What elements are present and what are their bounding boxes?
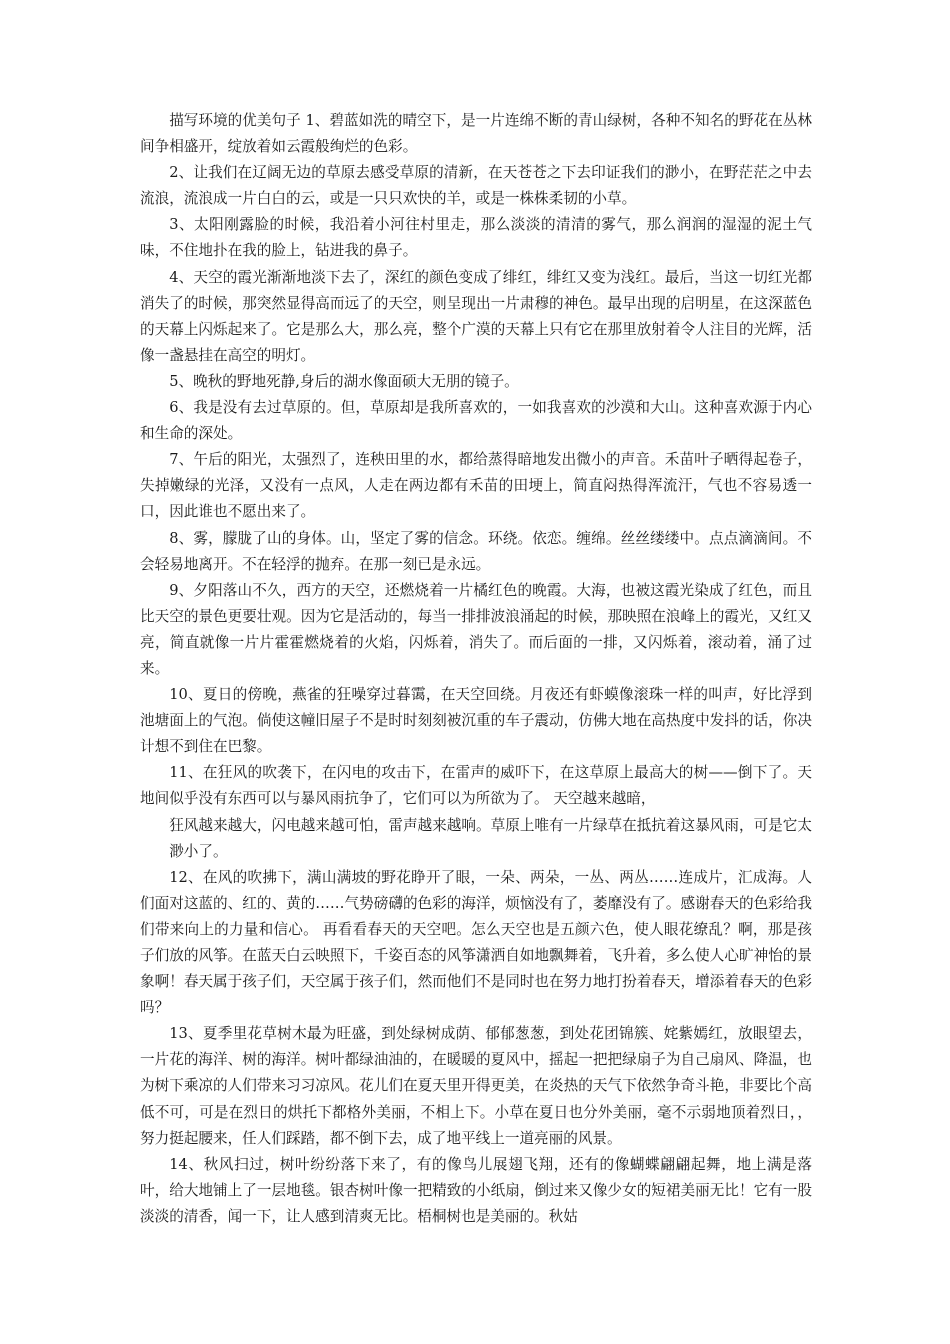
paragraph-3: 3、太阳刚露脸的时候，我沿着小河往村里走，那么淡淡的清清的雾气，那么润润的湿湿的泥土气味，不住地扑在我的脸上，钻进我的鼻子。 <box>140 216 812 260</box>
paragraph-14: 14、秋风扫过，树叶纷纷落下来了，有的像鸟儿展翅飞翔，还有的像蝴蝶翩翩起舞，地上满是落叶，给大地铺上了一层地毯。银杏树叶像一把精致的小纸扇，倒过来又像少女的短裙美丽无比！它有一股淡淡的清香，闻一下，让人感到清爽无比。梧桐树也是美丽的。秋姑 <box>140 1155 812 1225</box>
paragraph-4: 4、天空的霞光渐渐地淡下去了，深红的颜色变成了绯红，绯红又变为浅红。最后，当这一切红光都消失了的时候，那突然显得高而远了的天空，则呈现出一片肃穆的神色。最早出现的启明星，在这深蓝色的天幕上闪烁起来了。它是那么大，那么亮，整个广漠的天幕上只有它在那里放射着令人注目的光辉，活像一盏悬挂在高空的明灯。 <box>140 268 812 364</box>
paragraph-13: 13、夏季里花草树木最为旺盛，到处绿树成荫、郁郁葱葱，到处花团锦簇、姹紫嫣红，放眼望去，一片花的海洋、树的海洋。树叶都绿油油的，在暖暖的夏风中，摇起一把把绿扇子为自己扇风、降温，也为树下乘凉的人们带来习习凉风。花儿们在夏天里开得更美，在炎热的天气下依然争奇斗艳，非要比个高低不可，可是在烈日的烘托下都格外美丽，不相上下。小草在夏日也分外美丽，毫不示弱地顶着烈日，，努力挺起腰来，任人们踩踏，都不倒下去，成了地平线上一道亮丽的风景。 <box>140 1025 812 1147</box>
paragraph-7: 7、午后的阳光，太强烈了，连秧田里的水，都给蒸得暗地发出微小的声音。禾苗叶子晒得起卷子，失掉嫩绿的光泽，又没有一点风，人走在两边都有禾苗的田埂上，简直闷热得浑流汗，气也不容易透一口，因此谁也不愿出来了。 <box>140 451 812 521</box>
document-body <box>140 108 812 1230</box>
paragraph-8: 8、雾，朦胧了山的身体。山，坚定了雾的信念。环绕。依恋。缠绵。丝丝缕缕中。点点滴滴间。不会轻易地离开。不在轻浮的抛弃。在那一刻已是永远。 <box>140 529 812 573</box>
paragraph-5: 5、晚秋的野地死静,身后的湖水像面硕大无朋的镜子。 <box>169 372 519 390</box>
paragraph-11-continued: 狂风越来越大，闪电越来越可怕，雷声越来越响。草原上唯有一片绿草在抵抗着这暴风雨，可是它太渺小了。 <box>169 816 812 860</box>
paragraph-11: 11、在狂风的吹袭下，在闪电的攻击下，在雷声的威吓下，在这草原上最高大的树——倒下了。天地间似乎没有东西可以与暴风雨抗争了，它们可以为所欲为了。 天空越来越暗， <box>140 764 812 808</box>
paragraph-2: 2、让我们在辽阔无边的草原去感受草原的清新，在天苍苍之下去印证我们的渺小，在野茫茫之中去流浪，流浪成一片白白的云，或是一只只欢快的羊，或是一株株柔韧的小草。 <box>140 164 812 208</box>
paragraph-6: 6、我是没有去过草原的。但，草原却是我所喜欢的，一如我喜欢的沙漠和大山。这种喜欢源于内心和生命的深处。 <box>140 399 812 443</box>
paragraph-10: 10、夏日的傍晚，燕雀的狂噪穿过暮霭，在天空回绕。月夜还有虾蟆像滚珠一样的叫声，好比浮到池塘面上的气泡。倘使这幢旧屋子不是时时刻刻被沉重的车子震动，仿佛大地在高热度中发抖的话，你决计想不到住在巴黎。 <box>140 686 812 756</box>
paragraph-12: 12、在风的吹拂下，满山满坡的野花睁开了眼，一朵、两朵，一丛、两丛……连成片，汇成海。人们面对这蓝的、红的、黄的……气势磅礴的色彩的海洋，烦恼没有了，萎靡没有了。感谢春天的色彩给我们带来向上的力量和信心。 再看看春天的天空吧。怎么天空也是五颜六色，使人眼花缭乱？啊，那是孩子们放的风筝。在蓝天白云映照下，千姿百态的风筝潇洒自如地飘舞着，飞升着，多么使人心旷神怡的景象啊！春天属于孩子们，天空属于孩子们，然而他们不是同时也在努力地打扮着春天，增添着春天的色彩吗？ <box>140 868 812 1017</box>
paragraph-1: 描写环境的优美句子 1、碧蓝如洗的晴空下，是一片连绵不断的青山绿树，各种不知名的野花在丛林间争相盛开，绽放着如云霞般绚烂的色彩。 <box>140 112 812 156</box>
paragraph-9: 9、夕阳落山不久，西方的天空，还燃烧着一片橘红色的晚霞。大海，也被这霞光染成了红色，而且比天空的景色更要壮观。因为它是活动的，每当一排排波浪涌起的时候，那映照在浪峰上的霞光，又红又亮，简直就像一片片霍霍燃烧着的火焰，闪烁着，消失了。而后面的一排，又闪烁着，滚动着，涌了过来。 <box>140 581 812 677</box>
